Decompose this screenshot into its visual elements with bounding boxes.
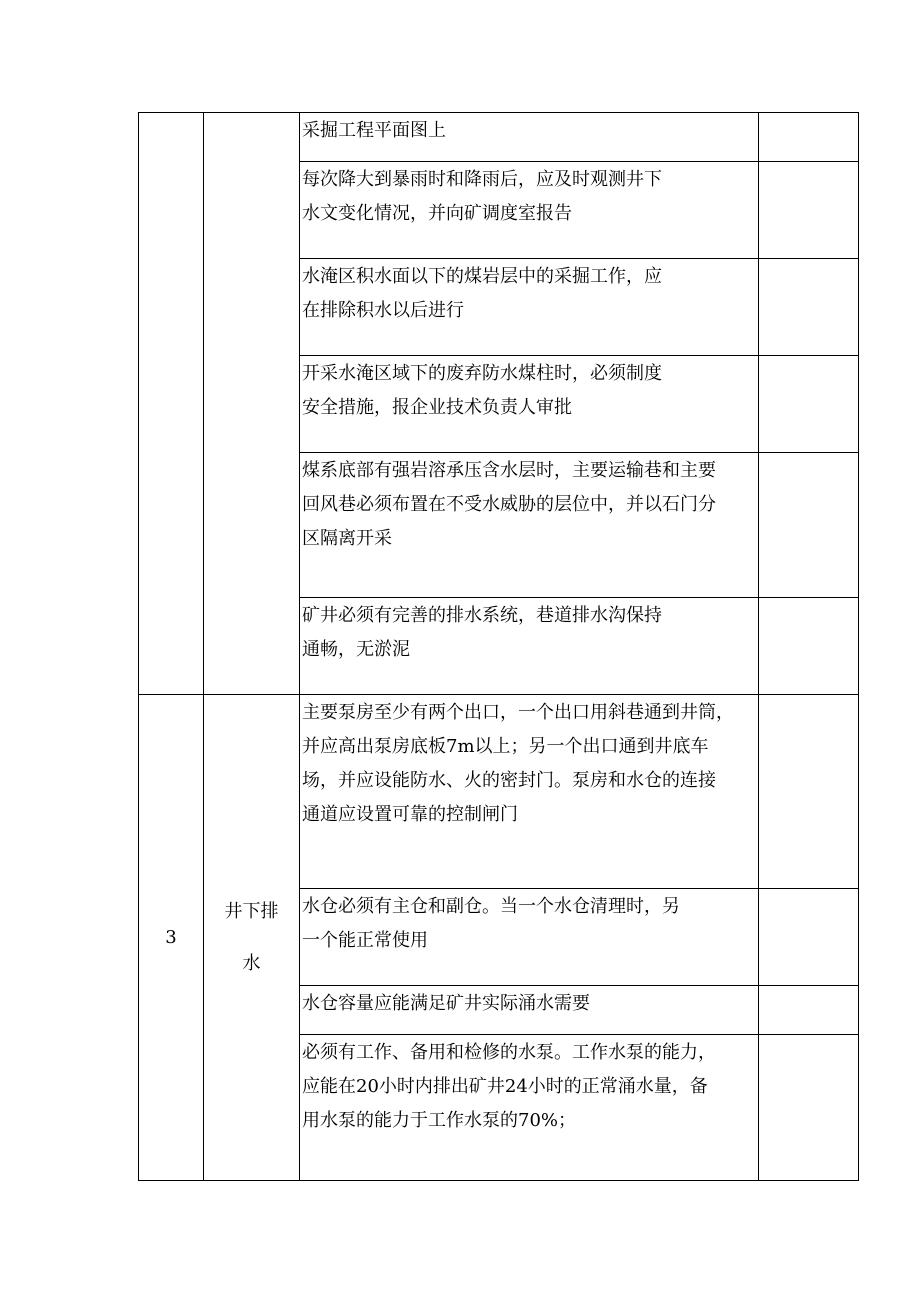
content-line: 水淹区积水面以下的煤岩层中的采掘工作，应: [302, 266, 662, 287]
check-cell: [759, 259, 859, 356]
content-line: 应能在20小时内排出矿井24小时的正常涌水量，备: [302, 1076, 708, 1097]
table-row: [139, 695, 859, 889]
content-line: 水仓必须有主仓和副仓。当一个水仓清理时，另: [302, 896, 680, 917]
item-number: 3: [165, 927, 177, 948]
number-cell: [139, 113, 204, 695]
content-line: 场，并应设能防水、火的密封门。泵房和水仓的连接: [302, 770, 716, 791]
check-cell: [759, 695, 859, 889]
check-cell: [759, 162, 859, 259]
content-line: 采掘工程平面图上: [302, 120, 446, 141]
content-cell: [300, 162, 759, 259]
inspection-table: [138, 112, 859, 1181]
content-line: 用水泵的能力于工作水泵的70%；: [302, 1110, 577, 1131]
content-line: 区隔离开采: [302, 528, 392, 549]
content-cell: [300, 986, 759, 1035]
content-line: 煤系底部有强岩溶承压含水层时，主要运输巷和主要: [302, 460, 716, 481]
content-line: 必须有工作、备用和检修的水泵。工作水泵的能力，: [302, 1042, 716, 1063]
number-cell: [139, 695, 204, 1181]
content-cell: [300, 889, 759, 986]
content-line: 水仓容量应能满足矿井实际涌水需要: [302, 993, 590, 1014]
check-cell: [759, 356, 859, 453]
category-cell: [204, 113, 300, 695]
content-line: 安全措施，报企业技术负责人审批: [302, 397, 572, 418]
content-line: 水文变化情况，并向矿调度室报告: [302, 203, 572, 224]
category-cell: [204, 695, 300, 1181]
content-line: 回风巷必须布置在不受水威胁的层位中，并以石门分: [302, 494, 716, 515]
content-cell: [300, 1035, 759, 1181]
check-cell: [759, 1035, 859, 1181]
check-cell: [759, 113, 859, 162]
content-line: 每次降大到暴雨时和降雨后，应及时观测井下: [302, 169, 662, 190]
content-line: 通道应设置可靠的控制闸门: [302, 804, 518, 825]
content-cell: [300, 259, 759, 356]
content-cell: [300, 356, 759, 453]
content-cell: [300, 598, 759, 695]
check-cell: [759, 986, 859, 1035]
content-cell: [300, 113, 759, 162]
content-cell: [300, 695, 759, 889]
content-line: 通畅，无淤泥: [302, 639, 410, 660]
content-line: 在排除积水以后进行: [302, 300, 464, 321]
content-line: 开采水淹区域下的废弃防水煤柱时，必须制度: [302, 363, 662, 384]
check-cell: [759, 453, 859, 598]
content-line: 一个能正常使用: [302, 930, 428, 951]
content-line: 主要泵房至少有两个出口，一个出口用斜巷通到井筒，: [302, 702, 734, 723]
check-cell: [759, 889, 859, 986]
check-cell: [759, 598, 859, 695]
category-label: 水: [242, 952, 261, 974]
table-row: [139, 113, 859, 162]
category-label: 井下排: [224, 900, 279, 922]
content-cell: [300, 453, 759, 598]
content-line: 并应高出泵房底板7m以上；另一个出口通到井底车: [302, 736, 709, 757]
content-line: 矿井必须有完善的排水系统，巷道排水沟保持: [302, 605, 662, 626]
